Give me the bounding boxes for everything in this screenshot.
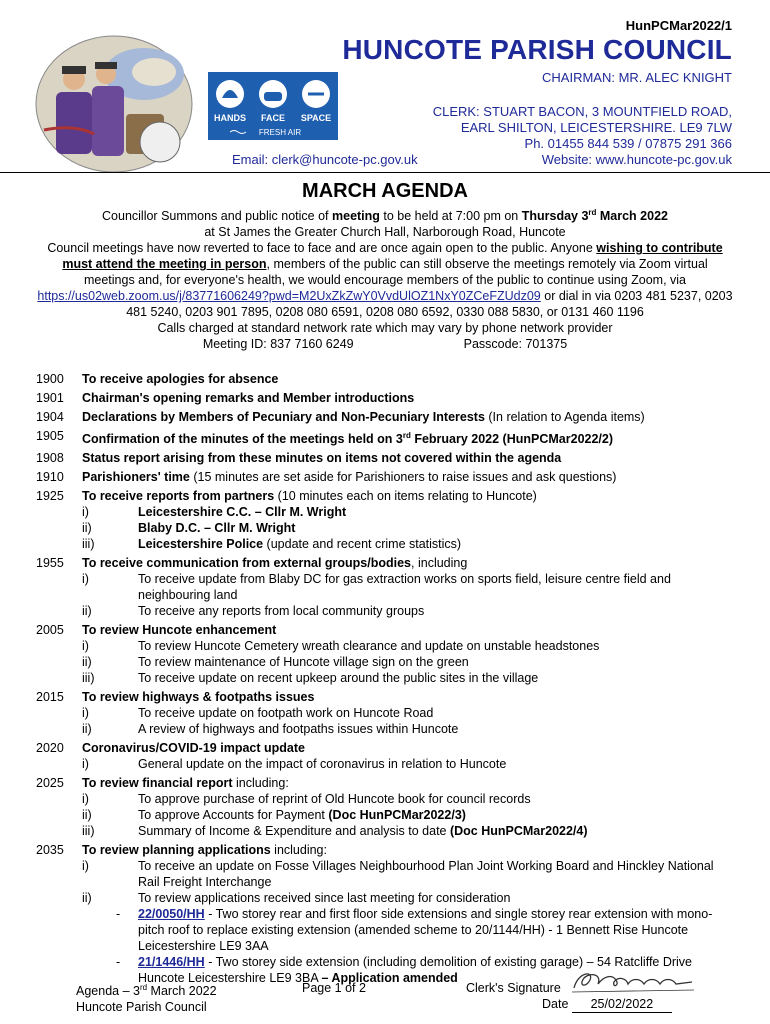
- badge-fresh-air: FRESH AIR: [258, 128, 302, 137]
- clerk-phone: Ph. 01455 844 539 / 07875 291 366: [524, 136, 732, 151]
- date-label: Date: [542, 997, 569, 1011]
- agenda-item: 2015 To review highways & footpaths issues i) To receive update on footpath work on Huncote Road ii) A review of highways and footpaths issues within Huncote: [36, 689, 736, 737]
- page-title: MARCH AGENDA: [302, 180, 468, 202]
- email-label: Email:: [232, 152, 272, 167]
- email-link[interactable]: clerk@huncote-pc.gov.uk: [271, 152, 418, 167]
- agenda-item: 2025 To review financial report including: i) To approve purchase of reprint of Old Huncote book for council records ii) To approve Accounts for Payment (Doc HunPCMar2022/3) iii) Summary of Income & Expenditure and analysis to date (Doc HunPCMar2022/4): [36, 775, 736, 839]
- zoom-details: https://us02web.zoom.us/j/83771606249?pwd=M2UxZkZwY0VvdUlOZ1NxY0ZCeFZUdz09 or dial in via 0203 481 5237, 0203 481 5240, 0203 901 7895, 0208 080 6591, 0208 080 6592, 0330 088 5830, or 0131 460 1196: [37, 289, 733, 320]
- footer-agenda-date: Agenda – 3rd March 2022: [76, 983, 217, 999]
- agenda-item: 1910 Parishioners' time (15 minutes are set aside for Parishioners to raise issues and ask questions): [36, 470, 617, 485]
- badge-word-face: FACE: [260, 113, 286, 123]
- header-divider: [0, 172, 770, 173]
- planning-link-21-1446[interactable]: 21/1446/HH: [138, 955, 205, 970]
- sub-item: iii) Leicestershire Police (update and recent crime statistics): [82, 537, 462, 552]
- agenda-item: 1908 Status report arising from these minutes on items not covered within the agenda: [36, 451, 562, 466]
- footer-left: [76, 980, 217, 1015]
- website-label: Website:: [541, 152, 596, 167]
- agenda-item: 1905 Confirmation of the minutes of the meetings held on 3rd February 2022 (HunPCMar2022/2): [36, 429, 614, 447]
- sub-item: iii) To receive update on recent upkeep around the public sites in the village: [82, 671, 539, 686]
- planning-application: - 22/0050/HH - Two storey rear and first floor side extensions and single storey rear extension with mono-pitch roof to replace existing extension (amended scheme to 20/1144/HH) - 1 Bennett Rise Huncote Leicestershire LE9 3AA: [116, 907, 713, 954]
- sub-item: i) Leicestershire C.C. – Cllr M. Wright: [82, 505, 347, 520]
- agenda-item: 1904 Declarations by Members of Pecuniary and Non-Pecuniary Interests (In relation to Agenda items): [36, 410, 645, 424]
- call-charges: Calls charged at standard network rate which may vary by phone network provider: [157, 321, 613, 336]
- clerk-line-1: CLERK: STUART BACON, 3 MOUNTFIELD ROAD,: [432, 104, 732, 119]
- clerk-line-2: EARL SHILTON, LEICESTERSHIRE. LE9 7LW: [460, 120, 732, 135]
- agenda-item: 2020 Coronavirus/COVID-19 impact update i) General update on the impact of coronavirus in relation to Huncote: [36, 740, 736, 772]
- village-logo: [34, 34, 194, 174]
- summons-line: Councillor Summons and public notice of meeting to be held at 7:00 pm on Thursday 3rd March 2022: [102, 208, 668, 224]
- date-value: 25/02/2022: [572, 996, 672, 1013]
- badge-word-space: SPACE: [300, 113, 332, 123]
- zoom-link[interactable]: https://us02web.zoom.us/j/83771606249?pwd=M2UxZkZwY0VvdUlOZ1NxY0ZCeFZUdz09: [37, 289, 541, 304]
- sub-item: ii) To receive any reports from local community groups: [82, 604, 425, 619]
- footer-council: Huncote Parish Council: [76, 1000, 207, 1015]
- clerk-address: [433, 104, 732, 152]
- sub-item: i) To receive update on footpath work on Huncote Road: [82, 706, 434, 721]
- sub-item: iii) Summary of Income & Expenditure and analysis to date (Doc HunPCMar2022/4): [82, 824, 588, 839]
- council-name: HUNCOTE PARISH COUNCIL: [342, 34, 732, 65]
- agenda-item: 2005 To review Huncote enhancement i) To review Huncote Cemetery wreath clearance and update on unstable headstones ii) To review maintenance of Huncote village sign on the green iii) To receive update on recent upkeep around the public sites in the village: [36, 622, 736, 686]
- clerk-signature-label: Clerk's Signature: [466, 981, 561, 995]
- agenda-list: [36, 368, 736, 986]
- hands-face-space-badge: [208, 72, 338, 140]
- planning-application: - 21/1446/HH - Two storey side extension (including demolition of existing garage) – 54 Ratcliffe Drive Huncote Leicestershire LE9 3BA – Application amended: [116, 955, 693, 986]
- agenda-item: 1901 Chairman's opening remarks and Member introductions: [36, 391, 415, 405]
- agenda-item: 1925 To receive reports from partners (10 minutes each on items relating to Huncote) i) Leicestershire C.C. – Cllr M. Wright ii) Blaby D.C. – Cllr M. Wright iii) Leicestershire Police (update and recent crime statistics): [36, 488, 736, 552]
- sub-item: i) General update on the impact of coronavirus in relation to Huncote: [82, 757, 507, 772]
- meeting-notice: Council meetings have now reverted to face to face and are once again open to the public. Anyone wishing to contribute must attend the meeting in person, members of the public can still observe the meetings remotely via Zoom virtual meetings and, for everyone's health, we would encourage members of the public to continue using Zoom, via: [47, 241, 723, 288]
- sub-item: i) To review Huncote Cemetery wreath clearance and update on unstable headstones: [82, 639, 600, 654]
- website-link[interactable]: www.huncote-pc.gov.uk: [595, 152, 732, 167]
- sub-item: ii) A review of highways and footpaths issues within Huncote: [82, 722, 459, 737]
- agenda-item: 1900 To receive apologies for absence: [36, 372, 279, 386]
- footer-date: [466, 996, 698, 1013]
- sub-item: ii) To review applications received since last meeting for consideration: [82, 891, 511, 906]
- clerk-signature: [568, 966, 698, 996]
- sub-item: ii) Blaby D.C. – Cllr M. Wright: [82, 521, 296, 536]
- agenda-item: 2035 To review planning applications including: i) To receive an update on Fosse Villages Neighbourhood Plan Joint Working Board and Hinckley National Rail Freight Interchange ii) To review applications received since last meeting for consideration - 22/0050/HH - Two storey rear and first floor side extensions and single storey rear extension with mono-pitch roof to replace existing extension (amended scheme to 20/1144/HH) - 1 Bennett Rise Huncote Leicestershire LE9 3AA - 21/1446/HH - Two storey side extension (including demolition of existing garage) – 54 Ratcliffe Drive Huncote Leicestershire LE9 3BA – Application amended: [36, 842, 736, 986]
- agenda-item: 1955 To receive communication from external groups/bodies, including i) To receive update from Blaby DC for gas extraction works on sports field, leisure centre field and neighbouring land ii) To receive any reports from local community groups: [36, 555, 736, 619]
- intro-notice: [36, 205, 734, 352]
- badge-word-hands: HANDS: [213, 113, 247, 123]
- sub-item: ii) To approve Accounts for Payment (Doc HunPCMar2022/3): [82, 808, 466, 823]
- sub-item: i) To receive an update on Fosse Villages Neighbourhood Plan Joint Working Board and Hinckley National Rail Freight Interchange: [82, 859, 714, 890]
- sub-item: ii) To review maintenance of Huncote village sign on the green: [82, 655, 469, 670]
- passcode: Passcode: 701375: [463, 337, 568, 352]
- chairman: CHAIRMAN: MR. ALEC KNIGHT: [542, 70, 732, 85]
- venue-line: at St James the Greater Church Hall, Narborough Road, Huncote: [204, 225, 566, 240]
- document-reference: HunPCMar2022/1: [625, 18, 732, 33]
- sub-item: i) To approve purchase of reprint of Old Huncote book for council records: [82, 792, 531, 807]
- meeting-id: Meeting ID: 837 7160 6249: [202, 337, 354, 352]
- contact-links: [232, 152, 732, 167]
- sub-item: i) To receive update from Blaby DC for gas extraction works on sports field, leisure centre field and neighbouring land: [82, 572, 671, 603]
- planning-link-22-0050[interactable]: 22/0050/HH: [138, 907, 205, 922]
- meeting-credentials: [36, 336, 734, 352]
- page-number: Page 1 of 2: [302, 981, 366, 995]
